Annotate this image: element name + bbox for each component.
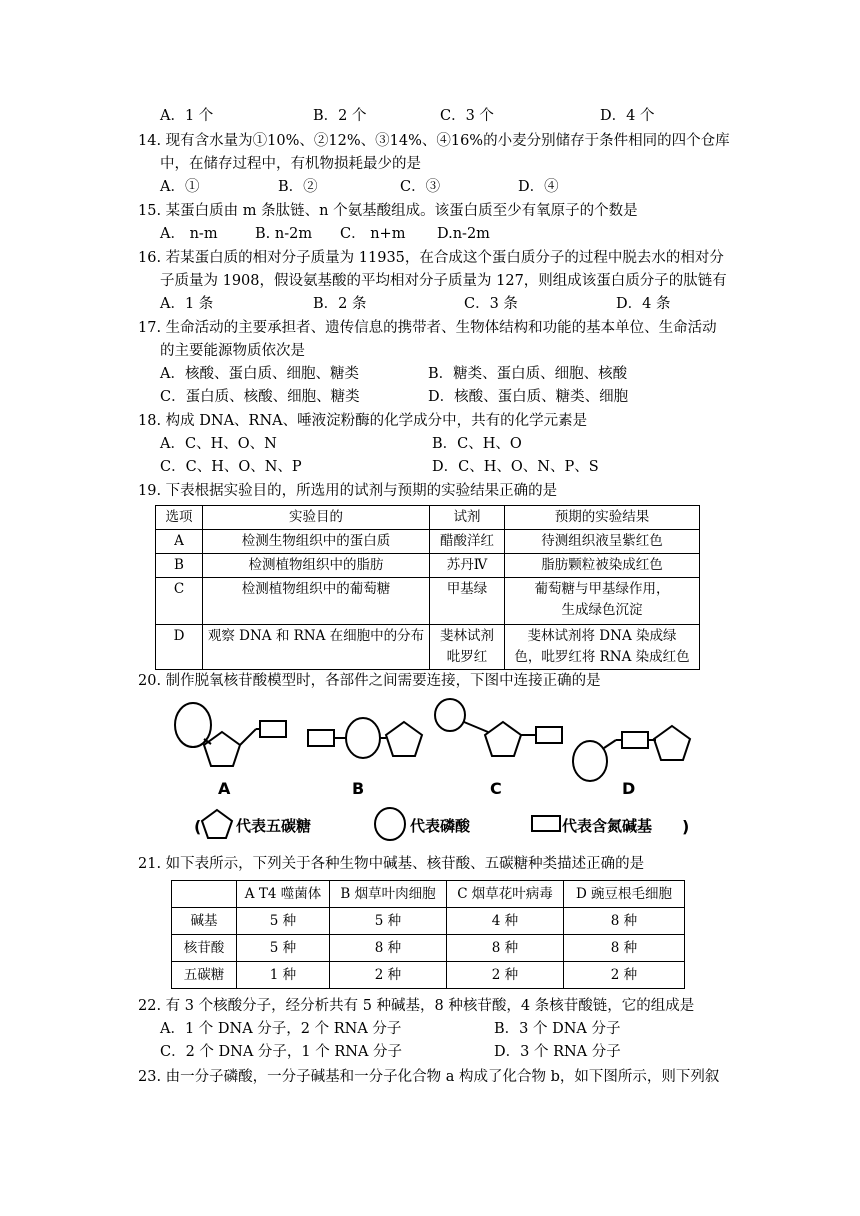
q22-option-b: B．3 个 DNA 分子: [494, 1021, 621, 1037]
table-row: [156, 625, 700, 670]
q18-option-d: D．C、H、O、N、P、S: [432, 459, 599, 475]
table-header-cell: B 烟草叶肉细胞: [330, 881, 447, 908]
pentose-sugar-pentagon: [485, 722, 521, 756]
bond-line: [240, 729, 256, 745]
model-b: [308, 718, 422, 758]
table-cell: 8 种: [564, 935, 685, 962]
table-header-cell: A T4 噬菌体: [237, 881, 330, 908]
table-cell: 检测植物组织中的葡萄糖: [203, 578, 430, 625]
q17-option-b: B．糖类、蛋白质、细胞、核酸: [428, 366, 628, 382]
q14-stem-line2: 中，在储存过程中，有机物损耗最少的是: [160, 156, 421, 172]
q22-option-d: D．3 个 RNA 分子: [494, 1044, 621, 1060]
table-row: [172, 962, 685, 989]
table-cell: 检测生物组织中的蛋白质: [203, 530, 430, 554]
legend-phosphate-label: 代表磷酸: [410, 817, 471, 835]
table-cell: [505, 625, 700, 670]
table-cell: 检测植物组织中的脂肪: [203, 554, 430, 578]
table-row: [156, 578, 700, 625]
q15-option-c: C． n+m: [340, 226, 406, 242]
model-c: [435, 699, 562, 756]
legend-open-paren: (: [194, 817, 202, 836]
q15-option-b: B. n-2m: [255, 226, 313, 242]
table-header-cell: 预期的实验结果: [505, 506, 700, 530]
q21-organism-table: [171, 880, 685, 989]
table-row: [156, 530, 700, 554]
table-cell: 5 种: [237, 935, 330, 962]
table-cell: 五碳糖: [172, 962, 237, 989]
q13-option-b: B．2 个: [313, 108, 367, 124]
base-rectangle: [622, 732, 648, 748]
table-cell: [430, 625, 505, 670]
q15-stem: 15. 某蛋白质由 m 条肽链、n 个氨基酸组成。该蛋白质至少有氧原子的个数是: [138, 203, 638, 219]
q16-stem-line2: 子质量为 1908，假设氨基酸的平均相对分子质量为 127，则组成该蛋白质分子的肽链有: [160, 273, 727, 289]
pentagon-legend-icon: [202, 810, 232, 838]
q15-option-d: D.n-2m: [437, 226, 490, 242]
q16-stem-line1: 16. 若某蛋白质的相对分子质量为 11935，在合成这个蛋白质分子的过程中脱去水的相对分: [138, 250, 724, 266]
q14-option-d: D．④: [518, 179, 559, 195]
q14-stem-line1: 14. 现有含水量为①10%、②12%、③14%、④16%的小麦分别储存于条件相同的四个仓库: [138, 133, 730, 149]
q14-option-c: C．③: [400, 179, 441, 195]
table-row: [172, 935, 685, 962]
table-cell: 2 种: [447, 962, 564, 989]
q22-stem: 22. 有 3 个核酸分子，经分析共有 5 种碱基，8 种核苷酸，4 条核苷酸链，它的组成是: [138, 998, 695, 1014]
table-cell: C: [156, 578, 203, 625]
q18-stem: 18. 构成 DNA、RNA、唾液淀粉酶的化学成分中，共有的化学元素是: [138, 413, 588, 429]
phosphate-circle: [435, 699, 465, 731]
bond-line: [604, 740, 616, 748]
table-cell: 8 种: [564, 908, 685, 935]
cell-line: 葡萄糖与甲基绿作用，: [534, 581, 670, 597]
q22-option-a: A．1 个 DNA 分子，2 个 RNA 分子: [160, 1021, 402, 1037]
table-cell: 8 种: [330, 935, 447, 962]
base-rectangle: [260, 721, 286, 737]
table-cell: 核苷酸: [172, 935, 237, 962]
q23-stem: 23. 由一分子磷酸，一分子碱基和一分子化合物 a 构成了化合物 b，如下图所示，则下列叙: [138, 1069, 720, 1085]
label-d: D: [622, 779, 636, 798]
phosphate-circle: [346, 718, 380, 758]
table-cell: [505, 578, 700, 625]
legend-base-label: 代表含氮碱基: [562, 817, 653, 835]
label-b: B: [352, 779, 365, 798]
table-cell: 2 种: [330, 962, 447, 989]
table-cell: B: [156, 554, 203, 578]
q20-stem: 20. 制作脱氧核苷酸模型时，各部件之间需要连接，下图中连接正确的是: [138, 673, 601, 689]
table-cell: 脂肪颗粒被染成红色: [505, 554, 700, 578]
q19-experiment-table: [155, 505, 700, 670]
table-cell: 5 种: [330, 908, 447, 935]
table-header-row: [156, 506, 700, 530]
table-header-cell: 试剂: [430, 506, 505, 530]
base-rectangle: [536, 727, 562, 743]
q18-option-b: B．C、H、O: [432, 436, 522, 452]
table-header-cell: [172, 881, 237, 908]
table-header-cell: D 豌豆根毛细胞: [564, 881, 685, 908]
table-cell: 苏丹Ⅳ: [430, 554, 505, 578]
legend-close-paren: ): [682, 817, 690, 836]
table-header-cell: 实验目的: [203, 506, 430, 530]
q16-option-d: D．4 条: [616, 296, 671, 312]
cell-line: 斐林试剂将 DNA 染成绿: [527, 628, 677, 644]
table-cell: 碱基: [172, 908, 237, 935]
label-c: C: [490, 779, 502, 798]
q17-option-c: C．蛋白质、核酸、细胞、糖类: [160, 389, 360, 405]
table-cell: 待测组织液呈紫红色: [505, 530, 700, 554]
table-cell: 醋酸洋红: [430, 530, 505, 554]
q13-option-c: C．3 个: [440, 108, 494, 124]
q13-option-d: D．4 个: [600, 108, 655, 124]
rectangle-legend-icon: [532, 816, 560, 831]
q17-stem-line1: 17. 生命活动的主要承担者、遗传信息的携带者、生物体结构和功能的基本单位、生命活动: [138, 320, 717, 336]
q17-option-a: A．核酸、蛋白质、细胞、糖类: [160, 366, 359, 382]
pentose-sugar-pentagon: [654, 726, 690, 760]
label-a: A: [218, 779, 231, 798]
pentose-sugar-pentagon: [204, 732, 240, 766]
cell-line: 生成绿色沉淀: [561, 602, 643, 618]
q17-option-d: D．核酸、蛋白质、糖类、细胞: [428, 389, 629, 405]
table-cell: 观察 DNA 和 RNA 在细胞中的分布: [203, 625, 430, 670]
legend-pentose-label: 代表五碳糖: [236, 817, 312, 835]
q19-stem: 19. 下表根据实验目的，所选用的试剂与预期的实验结果正确的是: [138, 483, 558, 499]
q16-option-b: B．2 条: [313, 296, 367, 312]
q14-option-a: A．①: [160, 179, 200, 195]
table-cell: A: [156, 530, 203, 554]
cell-line: 色，吡罗红将 RNA 染成红色: [514, 649, 690, 665]
q18-option-a: A．C、H、O、N: [160, 436, 277, 452]
table-cell: 甲基绿: [430, 578, 505, 625]
table-header-cell: C 烟草花叶病毒: [447, 881, 564, 908]
pentose-sugar-pentagon: [386, 722, 422, 756]
q17-stem-line2: 的主要能源物质依次是: [160, 343, 305, 359]
table-cell: 8 种: [447, 935, 564, 962]
cell-line: 吡罗红: [446, 649, 488, 665]
table-header-row: [172, 881, 685, 908]
q15-option-a: A． n-m: [160, 226, 218, 242]
table-cell: 1 种: [237, 962, 330, 989]
table-row: [156, 554, 700, 578]
phosphate-circle: [573, 741, 607, 781]
table-cell: 5 种: [237, 908, 330, 935]
model-a: [175, 703, 286, 766]
table-cell: D: [156, 625, 203, 670]
nucleotide-model-diagram: [160, 698, 720, 844]
bond-line: [464, 722, 488, 732]
q13-option-a: A．1 个: [160, 108, 214, 124]
model-d: [573, 726, 690, 781]
q21-stem: 21. 如下表所示，下列关于各种生物中碱基、核苷酸、五碳糖种类描述正确的是: [138, 856, 645, 872]
table-cell: 4 种: [447, 908, 564, 935]
q18-option-c: C．C、H、O、N、P: [160, 459, 302, 475]
table-row: [172, 908, 685, 935]
circle-legend-icon: [375, 808, 405, 840]
q14-option-b: B．②: [278, 179, 318, 195]
q22-option-c: C．2 个 DNA 分子，1 个 RNA 分子: [160, 1044, 403, 1060]
q16-option-a: A．1 条: [160, 296, 214, 312]
table-cell: 2 种: [564, 962, 685, 989]
cell-line: 斐林试剂: [440, 628, 494, 644]
q16-option-c: C．3 条: [464, 296, 518, 312]
table-header-cell: 选项: [156, 506, 203, 530]
base-rectangle: [308, 730, 334, 746]
